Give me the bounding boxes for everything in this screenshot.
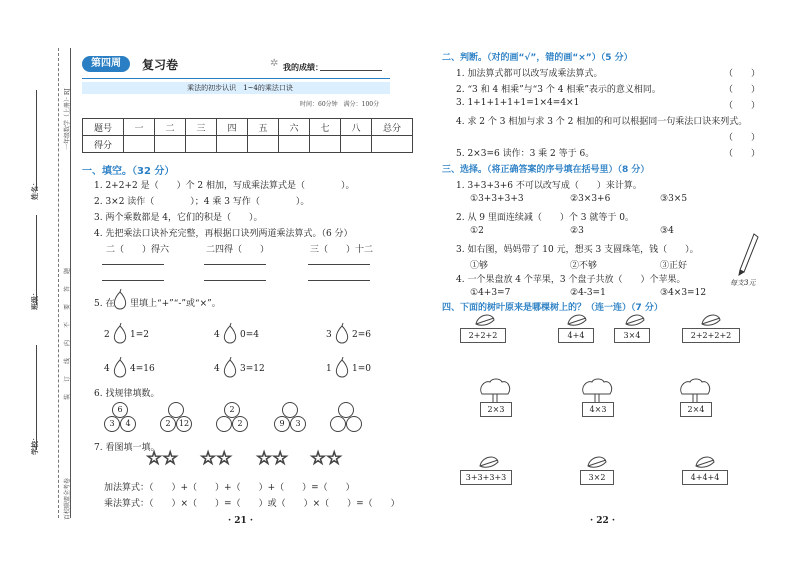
answer-line[interactable]: [308, 264, 370, 265]
leaf-icon: [478, 454, 500, 468]
s1-q5-suffix: 里填上“+”“-”或“×”。: [130, 299, 221, 309]
s3-option: ②3×3+6: [570, 194, 611, 204]
s1-q6: 6. 找规律填数。: [94, 389, 160, 399]
score-input-cell[interactable]: [248, 136, 279, 153]
s3-option: ③4×3=12: [660, 288, 707, 298]
q5-right: 1=0: [352, 364, 371, 374]
pattern-circle: [330, 416, 346, 432]
school-label: 学校：: [30, 434, 39, 455]
table-cell: 三: [186, 119, 217, 136]
tree-icon: [478, 378, 512, 404]
result-label: 我的成绩：: [283, 63, 323, 72]
score-table: [82, 118, 413, 153]
s2-answer[interactable]: （ ）: [724, 133, 761, 143]
sidebar-top-text: 百校联盟全考卷: [64, 477, 71, 520]
q5-left-operand: 4: [104, 364, 110, 374]
week-badge: 第四周: [82, 56, 130, 72]
scope-text: 乘法的初步认识 1~4的乘法口诀: [187, 84, 293, 92]
page-title: 复习卷: [142, 58, 179, 72]
s3-option: ③正好: [660, 261, 688, 271]
table-cell: 四: [217, 119, 248, 136]
table-cell: 总分: [372, 119, 413, 136]
leaf-label[interactable]: 3×4: [614, 328, 650, 343]
section4-title: 四、下面的树叶原来是哪棵树上的？（连一连）（7 分）: [442, 303, 663, 313]
leaf-icon: [700, 312, 722, 326]
class-field[interactable]: [36, 215, 37, 305]
class-label: 班级：: [30, 289, 39, 310]
s1-q7: 7. 看图填一填。: [94, 443, 160, 453]
score-input-cell[interactable]: [155, 136, 186, 153]
answer-line[interactable]: [204, 280, 266, 281]
table-cell: 得分: [83, 136, 124, 153]
s3-option: ①够: [470, 261, 489, 271]
table-cell: 六: [279, 119, 310, 136]
sidebar-dash-line: [58, 48, 59, 518]
pattern-circle[interactable]: [216, 416, 232, 432]
s1-q4-item2: 二四得（ ）: [206, 245, 270, 255]
s1-q4-item3: 三（ ）十二: [310, 245, 374, 255]
left-page-number: · 21 ·: [228, 516, 254, 526]
leaf-label[interactable]: 3×2: [580, 470, 614, 485]
s1-q4: 4. 先把乘法口诀补充完整，再根据口诀列两道乘法算式。（6 分）: [94, 229, 353, 239]
score-input-cell[interactable]: [186, 136, 217, 153]
tree-label[interactable]: 4×3: [582, 402, 614, 417]
s1-q3: 3. 两个乘数都是 4，它们的积是（ ）。: [94, 213, 263, 223]
q5-right: 3=12: [240, 364, 265, 374]
pattern-circle: 2: [160, 416, 176, 432]
leaf-icon: [694, 454, 716, 468]
header-rule: [82, 78, 390, 79]
s3-option: ②3: [570, 226, 584, 236]
leaf-label[interactable]: 3+3+3+3: [460, 470, 512, 485]
pear-answer-box[interactable]: [222, 322, 238, 344]
q5-left-operand: 2: [104, 330, 110, 340]
table-cell: 五: [248, 119, 279, 136]
leaf-icon: [586, 454, 608, 468]
score-table-score-row: [83, 136, 413, 153]
leaf-label[interactable]: 4+4: [558, 328, 594, 343]
pear-answer-box[interactable]: [222, 356, 238, 378]
s3-option: ①2: [470, 226, 484, 236]
pen-price-label: 每支3元: [730, 279, 756, 287]
pattern-circle: 2: [232, 416, 248, 432]
sidebar-cut-text: 装 订 线 内 不 要 答 题: [64, 264, 71, 400]
section2-title: 二、判断。（对的画“√”，错的画“×”）（5 分）: [442, 53, 633, 63]
score-input-cell[interactable]: [217, 136, 248, 153]
leaf-icon: [474, 312, 496, 326]
school-field[interactable]: [36, 345, 37, 450]
star-icon: ☆☆: [200, 448, 233, 469]
pear-answer-box[interactable]: [334, 356, 350, 378]
name-field[interactable]: [36, 90, 37, 190]
score-input-cell[interactable]: [341, 136, 372, 153]
leaf-label[interactable]: 2+2+2: [460, 328, 506, 343]
s2-item: 3. 1+1+1+1+1=1×4=4×1: [456, 98, 580, 108]
star-icon: ☆☆: [146, 448, 179, 469]
s3-option: ③3×5: [660, 194, 688, 204]
section3-title: 三、选择。（将正确答案的序号填在括号里）（8 分）: [442, 165, 650, 175]
pattern-circle: 3: [290, 416, 306, 432]
s3-option: ②不够: [570, 261, 598, 271]
s3-q1: 1. 3+3+3+6 不可以改写成（ ）来计算。: [456, 181, 642, 191]
time-info: 时间：60分钟 满分：100分: [300, 101, 380, 108]
s1-q7-add: 加法算式：（ ）+（ ）+（ ）+（ ）=（ ）: [104, 483, 355, 493]
section1-title: 一、填空。（32 分）: [82, 166, 175, 177]
s2-item: 4. 求 2 个 3 相加与求 3 个 2 相加的和可以根据同一句乘法口诀来列式。: [456, 117, 748, 127]
sidebar-book-info: 一年级数学（上册）· RJ: [64, 88, 71, 150]
s1-q2: 2. 3×2 读作（ ）；4 乘 3 写作（ ）。: [94, 197, 310, 207]
q5-left-operand: 3: [326, 330, 332, 340]
name-label: 姓名：: [30, 179, 39, 200]
tree-icon: [580, 378, 614, 404]
leaf-icon: [566, 312, 588, 326]
star-icon: ☆☆: [310, 448, 343, 469]
score-table-header-row: [83, 119, 413, 136]
pattern-circle: 9: [274, 416, 290, 432]
pen-icon: [736, 232, 760, 276]
s2-item: 5. 2×3=6 读作：3 乘 2 等于 6。: [456, 149, 595, 159]
q5-right: 4=16: [130, 364, 155, 374]
tree-label[interactable]: 2×4: [680, 402, 712, 417]
q5-right: 1=2: [130, 330, 149, 340]
table-cell: 一: [124, 119, 155, 136]
star-icon: ☆☆: [256, 448, 289, 469]
s2-answer[interactable]: （ ）: [724, 85, 761, 95]
q5-left-operand: 1: [326, 364, 332, 374]
s2-item: 2. “3 和 4 相乘”与“3 个 4 相乘”表示的意义相同。: [456, 85, 661, 95]
s3-q3: 3. 如右图，妈妈带了 10 元，想买 3 支圆珠笔，钱（ ）。: [456, 245, 699, 255]
score-input-cell[interactable]: [279, 136, 310, 153]
score-input-cell[interactable]: [124, 136, 155, 153]
sidebar: [0, 0, 76, 579]
s1-q1: 1. 2+2+2 是（ ）个 2 相加，写成乘法算式是（ ）。: [94, 181, 355, 191]
leaf-label[interactable]: 2+2+2+2: [682, 328, 740, 343]
pear-answer-box[interactable]: [112, 322, 128, 344]
q5-left-operand: 4: [214, 364, 220, 374]
table-cell: 题号: [83, 119, 124, 136]
s2-answer[interactable]: （ ）: [724, 149, 761, 159]
star-icon: ✲: [270, 58, 279, 69]
s3-q2: 2. 从 9 里面连续减（ ）个 3 就等于 0。: [456, 213, 634, 223]
pattern-circle: 3: [104, 416, 120, 432]
pattern-circle: [346, 416, 362, 432]
pattern-circle: 2: [224, 402, 240, 418]
pear-answer-box[interactable]: [334, 322, 350, 344]
s2-answer[interactable]: （ ）: [724, 101, 761, 111]
answer-line[interactable]: [102, 280, 164, 281]
table-cell: 七: [310, 119, 341, 136]
tree-icon: [678, 378, 712, 404]
s1-q7-mul: 乘法算式：（ ）×（ ）=（ ）或（ ）×（ ）=（ ）: [104, 499, 400, 509]
s3-option: ①4+3=7: [470, 288, 511, 298]
result-field[interactable]: [320, 70, 382, 71]
pattern-circle: 4: [120, 416, 136, 432]
score-input-cell[interactable]: [372, 136, 413, 153]
answer-line[interactable]: [308, 280, 370, 281]
pear-answer-box[interactable]: [112, 356, 128, 378]
leaf-icon: [624, 312, 646, 326]
pattern-circle: 6: [112, 402, 128, 418]
answer-line[interactable]: [204, 264, 266, 265]
tree-label[interactable]: 2×3: [480, 402, 512, 417]
s3-option: ②4-3=1: [570, 288, 606, 298]
s3-option: ③4: [660, 226, 674, 236]
s2-item: 1. 加法算式都可以改写成乘法算式。: [456, 69, 603, 79]
score-input-cell[interactable]: [310, 136, 341, 153]
pattern-circle: 12: [176, 416, 192, 432]
q5-right: 0=4: [240, 330, 259, 340]
q5-right: 2=6: [352, 330, 371, 340]
s1-q4-item1: 二（ ）得六: [106, 245, 170, 255]
q5-left-operand: 4: [214, 330, 220, 340]
s3-q4: 4. 一个果盘放 4 个苹果，3 个盘子共放（ ）个苹果。: [456, 275, 686, 285]
table-cell: 二: [155, 119, 186, 136]
leaf-label[interactable]: 4+4+4: [682, 470, 728, 485]
s2-answer[interactable]: （ ）: [724, 69, 761, 79]
table-cell: 八: [341, 119, 372, 136]
right-page-number: · 22 ·: [590, 516, 616, 526]
answer-line[interactable]: [102, 264, 164, 265]
s1-q5-prefix: 5. 在: [94, 299, 115, 309]
s3-option: ①3+3+3+3: [470, 194, 524, 204]
pear-icon: [112, 288, 128, 310]
